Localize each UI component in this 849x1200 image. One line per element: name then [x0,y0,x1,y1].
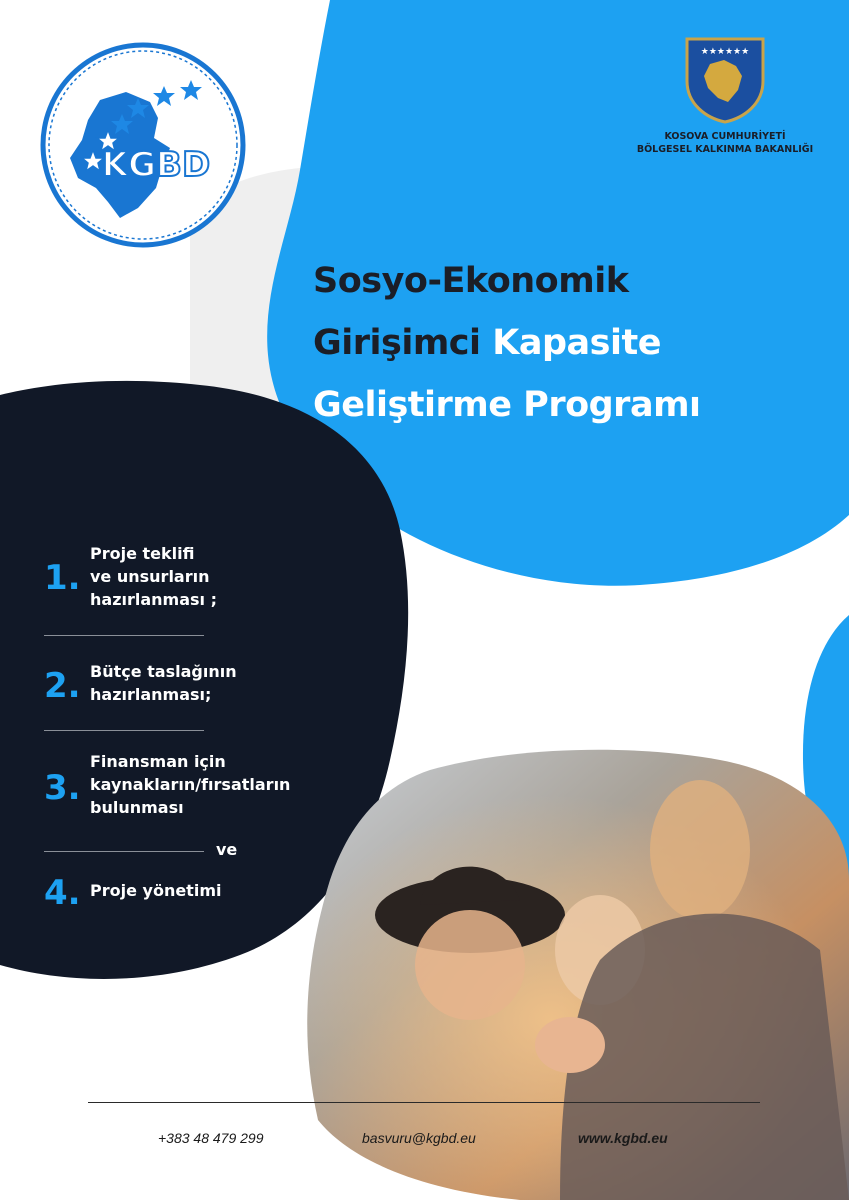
item-text [90,879,221,902]
ministry-name [600,130,849,156]
kosovo-coat-of-arms-icon [684,36,766,124]
item-number: 3. [44,768,81,808]
conjunction-text: ve [216,840,238,859]
item-line: Bütçe taslağının [90,662,237,681]
ministry-line-1: KOSOVA CUMHURİYETİ [664,131,786,142]
title-line-3: Geliştirme Programı [313,385,701,425]
title-line-1: Sosyo-Ekonomik [313,261,629,301]
item-line: ve unsurların [90,567,210,586]
item-line: Finansman için [90,752,226,771]
item-line: kaynakların/fırsatların [90,775,291,794]
item-line: hazırlanması ; [90,590,217,609]
program-title [313,250,833,436]
kgbd-logo [38,40,248,250]
ministry-line-2: BÖLGESEL KALKINMA BAKANLIĞI [636,144,814,155]
divider [44,851,204,852]
item-line: bulunması [90,798,184,817]
item-number: 1. [44,558,81,598]
item-number: 2. [44,666,81,706]
item-text [90,660,237,706]
footer-divider [88,1102,760,1103]
item-number: 4. [44,873,81,913]
item-text [90,750,290,819]
svg-text:★★★★★★: ★★★★★★ [700,47,750,57]
item-line: Proje teklifi [90,544,195,563]
kgbd-logo-text: KGBD [101,145,211,185]
item-line: Proje yönetimi [90,881,222,900]
item-text [90,542,217,611]
item-line: hazırlanması; [90,685,212,704]
footer-email[interactable]: basvuru@kgbd.eu [362,1130,476,1146]
footer-website[interactable]: www.kgbd.eu [578,1130,668,1146]
divider [44,635,204,636]
title-line-2-light: Kapasite [492,323,661,363]
footer-phone[interactable]: +383 48 479 299 [158,1130,264,1146]
title-line-2-dark: Girişimci [313,323,481,363]
divider [44,730,204,731]
